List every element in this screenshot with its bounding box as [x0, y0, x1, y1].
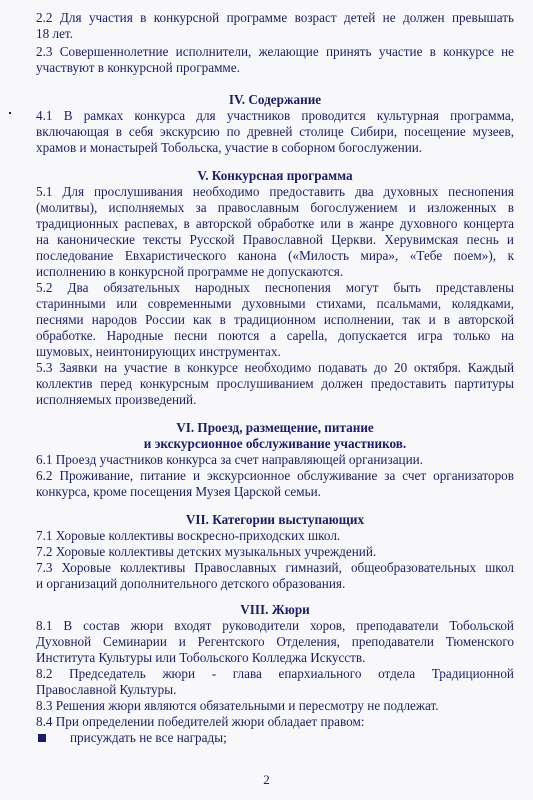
margin-mark [9, 112, 11, 114]
section-5-heading: V. Конкурсная программа [197, 168, 353, 183]
paragraph-4-1 [36, 108, 514, 156]
text-line: на канонические тексты Русской Православной Церкви. Херувимская песнь и [36, 232, 514, 247]
paragraph-7-2 [36, 544, 514, 560]
text-line: 2.2 Для участия в конкурсной программе возраст детей не должен превышать [36, 10, 514, 25]
text-line: 8.4 При определении победителей жюри обладает правом: [36, 714, 365, 729]
text-line: старинными или современными духовными стихами, псальмами, колядками, [36, 296, 514, 311]
section-6-heading-line2: и экскурсионное обслуживание участников. [143, 436, 407, 451]
text-line: включающая в себя экскурсию по древней столице Сибири, посещение музеев, [36, 124, 514, 139]
paragraph-2-3 [36, 44, 514, 76]
paragraph-8-2 [36, 666, 514, 698]
text-line: 7.1 Хоровые коллективы воскресно-приходских школ. [36, 528, 341, 543]
text-line: Духовной Семинарии и Регентского Отделения, преподаватели Тюменского [36, 634, 514, 649]
section-4-heading: IV. Содержание [228, 92, 322, 107]
text-line: конкурса, кроме посещения Музея Царской семьи. [36, 484, 321, 499]
paragraph-5-3 [36, 360, 514, 408]
text-line: последование Евхаристического канона («Милость мира», «Тебе поем»), к [36, 248, 514, 263]
paragraph-5-2 [36, 280, 514, 360]
paragraph-7-3 [36, 560, 514, 592]
paragraph-8-4 [36, 714, 514, 730]
text-line: Православной Культуры. [36, 682, 177, 697]
paragraph-8-1 [36, 618, 514, 666]
text-line: 8.3 Решения жюри являются обязательными и пересмотру не подлежат. [36, 698, 439, 713]
paragraph-5-1 [36, 184, 514, 280]
bullet-square-icon [38, 734, 46, 742]
text-line: традиционных распевах, в авторской обработке или в жанре духовного концерта [36, 216, 514, 231]
text-line: (молитвы), исполняемых за православным богослужением и изложенных в [36, 200, 514, 215]
text-line: песнями народов России как в традиционном исполнении, так и в авторской [36, 312, 514, 327]
section-6-heading-line1: VI. Проезд, размещение, питание [176, 420, 374, 435]
section-8-heading: VIII. Жюри [240, 602, 310, 617]
text-line: исполняемых произведений. [36, 392, 197, 407]
paragraph-6-2 [36, 468, 514, 500]
text-line: исполнению в конкурсной программе не допускаются. [36, 264, 344, 279]
paragraph-7-1 [36, 528, 514, 544]
section-7-heading: VII. Категории выступающих [185, 512, 365, 527]
text-line: 4.1 В рамках конкурса для участников проводится культурная программа, [36, 108, 514, 123]
text-line: шумовых, неинтонирующих инструментах. [36, 344, 281, 359]
text-line: обработке. Народные песни поются a capella, допускается игра только на [36, 328, 514, 343]
text-line: 5.1 Для прослушивания необходимо предоставить два духовных песнопения [36, 184, 514, 199]
paragraph-6-1 [36, 452, 514, 468]
text-line: 6.1 Проезд участников конкурса за счет направляющей организации. [36, 452, 424, 467]
text-line: 2.3 Совершеннолетние исполнители, желающие принять участие в конкурсе не [36, 44, 514, 59]
text-line: участвуют в конкурсной программе. [36, 60, 240, 75]
text-line: 7.2 Хоровые коллективы детских музыкальных учреждений. [36, 544, 377, 559]
text-line: Института Культуры или Тобольского Колледжа Искусств. [36, 650, 366, 665]
text-line: и организаций дополнительного детского образования. [36, 576, 346, 591]
paragraph-8-3 [36, 698, 514, 714]
bullet-item [70, 730, 510, 746]
text-line: 8.1 В состав жюри входят руководители хоров, преподаватели Тобольской [36, 618, 514, 633]
text-line: храмов и монастырей Тобольска, участие в соборном богослужении. [36, 140, 423, 155]
text-line: 6.2 Проживание, питание и экскурсионное обслуживание за счет организаторов [36, 468, 514, 483]
text-line: 18 лет. [36, 26, 73, 41]
paragraph-2-2 [36, 10, 514, 42]
text-line: присуждать не все награды; [70, 730, 227, 745]
text-line: коллектив перед конкурсным прослушиванием должен предоставить партитуры [36, 376, 514, 391]
text-line: 5.3 Заявки на участие в конкурсе необходимо подавать до 20 октября. Каждый [36, 360, 514, 375]
text-line: 8.2 Председатель жюри - глава епархиального отдела Традиционной [36, 666, 514, 681]
text-line: 5.2 Два обязательных народных песнопения могут быть представлены [36, 280, 514, 295]
text-line: 7.3 Хоровые коллективы Православных гимназий, общеобразовательных школ [36, 560, 514, 575]
page-number: 2 [263, 772, 270, 787]
